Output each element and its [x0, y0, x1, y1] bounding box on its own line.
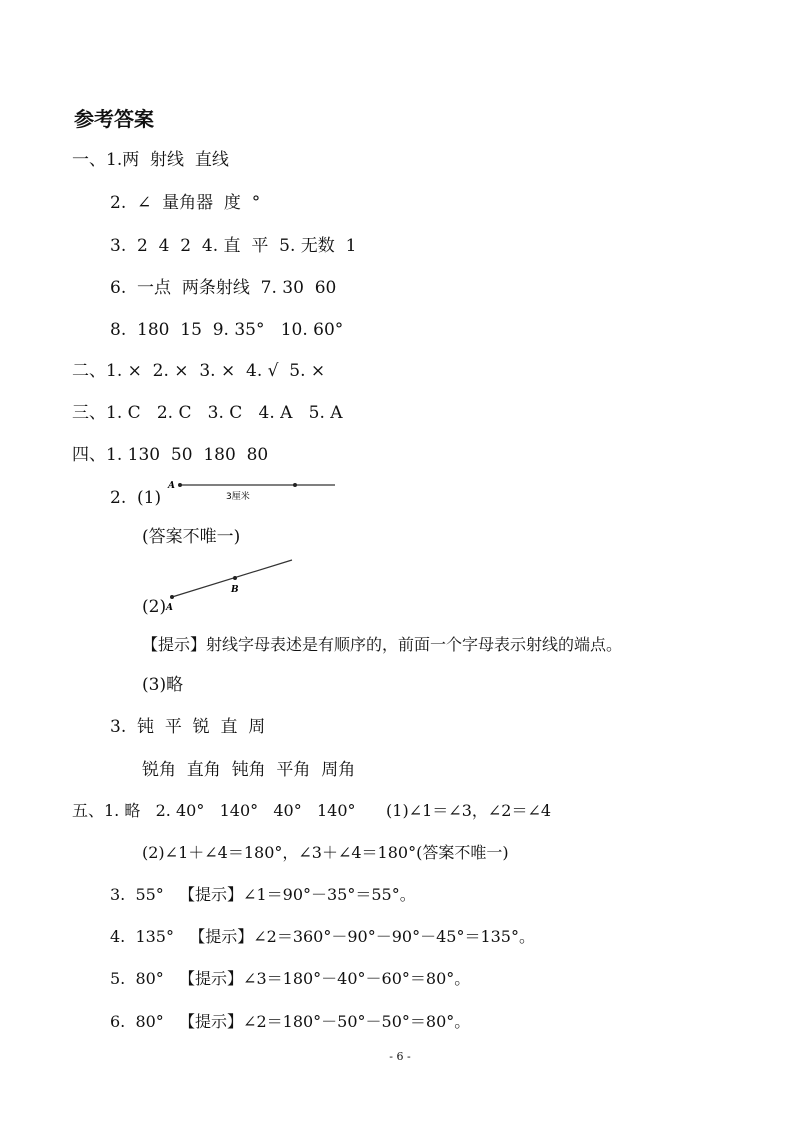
answer-line-3: 3. 2 4 2 4. 直 平 5. 无数 1	[110, 236, 357, 256]
answer-line-14: 锐角 直角 钝角 平角 周角	[142, 760, 356, 780]
answer-line-11: (2)	[142, 597, 167, 617]
ray-point-b-label: B	[231, 585, 239, 595]
answer-line-16: (2)∠1＋∠4＝180°，∠3＋∠4＝180°(答案不唯一)	[142, 843, 509, 862]
answer-line-2: 2. ∠ 量角器 度 °	[110, 193, 261, 213]
ray-point-dot	[233, 576, 237, 580]
segment-figure	[160, 474, 340, 504]
answer-line-6: 二、1. × 2. × 3. × 4. √ 5. ×	[72, 361, 326, 381]
hint-line-ray: 【提示】射线字母表述是有顺序的，前面一个字母表示射线的端点。	[142, 635, 623, 654]
page-title: 参考答案	[74, 107, 154, 131]
point-a-label: A	[168, 481, 175, 491]
segment-end-dot	[293, 483, 297, 487]
ray-figure	[160, 556, 300, 616]
answer-line-19: 5. 80° 【提示】∠3＝180°－40°－60°＝80°。	[110, 969, 471, 988]
answer-line-9: 2. (1)	[110, 488, 162, 508]
answer-line-13: 3. 钝 平 锐 直 周	[110, 717, 266, 737]
answer-line-17: 3. 55° 【提示】∠1＝90°－35°＝55°。	[110, 885, 416, 904]
answer-line-18: 4. 135° 【提示】∠2＝360°－90°－90°－45°＝135°。	[110, 927, 535, 946]
segment-start-dot	[178, 483, 182, 487]
answer-line-15: 五、1. 略 2. 40° 140° 40° 140° (1)∠1＝∠3，∠2＝∠4	[72, 801, 552, 820]
answer-line-7: 三、1. C 2. C 3. C 4. A 5. A	[72, 403, 343, 423]
ray-start-dot	[170, 595, 174, 599]
answer-line-10: (答案不唯一)	[142, 527, 241, 547]
page-number: - 6 -	[389, 1050, 411, 1063]
answer-line-20: 6. 80° 【提示】∠2＝180°－50°－50°＝80°。	[110, 1012, 471, 1031]
answer-line-4: 6. 一点 两条射线 7. 30 60	[110, 278, 337, 298]
length-label: 3厘米	[226, 492, 250, 502]
answer-line-5: 8. 180 15 9. 35° 10. 60°	[110, 320, 344, 340]
answer-line-8: 四、1. 130 50 180 80	[72, 445, 269, 465]
ray-point-a-label: A	[166, 603, 173, 613]
answer-line-12: (3)略	[142, 675, 184, 695]
answer-line-1: 一、1.两 射线 直线	[72, 150, 229, 170]
